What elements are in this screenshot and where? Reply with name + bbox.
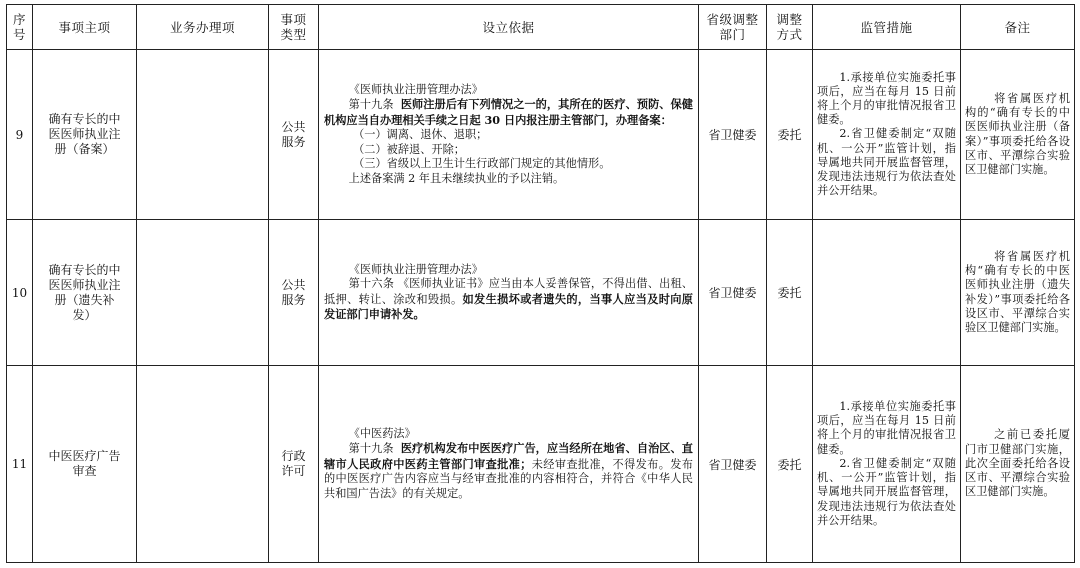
- row-supervision: [813, 366, 961, 563]
- basis-law-title: 《医师执业注册管理办法》: [348, 262, 483, 276]
- header-remarks: 备注: [961, 5, 1075, 50]
- basis-article: 第十九条 医师注册后有下列情况之一的，其所在的医疗、预防、保健机构应当自办理相关手续之日起 30 日内报注册主管部门，办理备案：: [324, 97, 693, 127]
- basis-article: 第十九条 医疗机构发布中医医疗广告，应当经所在地省、自治区、直辖市人民政府中医药主管部门审查批准；未经审查批准，不得发布。发布的中医医疗广告内容应当与经审查批准的内容相符合，并符合《中华人民共和国广告法》的有关规定。: [324, 441, 693, 500]
- row-basis: [319, 50, 699, 220]
- row-supervision: [813, 220, 961, 366]
- row-method: 委托: [767, 220, 813, 366]
- row-basis: [319, 220, 699, 366]
- row-business-item: [137, 220, 269, 366]
- basis-list-item: （一）调离、退休、退职；: [353, 128, 488, 142]
- supervision-item: 1.承接单位实施委托事项后，应当在每月 15 日前将上个月的审批情况报省卫健委。: [817, 400, 956, 456]
- row-method: 委托: [767, 366, 813, 563]
- supervision-item: 2.省卫健委制定“双随机、一公开”监管计划，指导属地共同开展监督管理，发现违法违规行为依法查处并公开结果。: [817, 456, 956, 527]
- table-row: [7, 220, 1075, 366]
- adjustment-table: [6, 4, 1075, 563]
- row-method: 委托: [767, 50, 813, 220]
- row-no: 11: [7, 366, 33, 563]
- row-supervision: [813, 50, 961, 220]
- row-remarks: 之前已委托厦门市卫健部门实施，此次全面委托给各设区市、平潭综合实验区卫健部门实施。: [961, 366, 1075, 563]
- row-no: 10: [7, 220, 33, 366]
- row-remarks: 将省属医疗机构的“确有专长的中医医师执业注册（备案）”事项委托给各设区市、平潭综合实验区卫健部门实施。: [961, 50, 1075, 220]
- header-dept: 省级调整部门: [699, 5, 767, 50]
- row-dept: 省卫健委: [699, 366, 767, 563]
- supervision-item: 1.承接单位实施委托事项后，应当在每月 15 日前将上个月的审批情况报省卫健委。: [817, 70, 956, 127]
- header-business-item: 业务办理项: [137, 5, 269, 50]
- row-basis: [319, 366, 699, 563]
- row-main-item: 中医医疗广告审查: [33, 366, 137, 563]
- basis-law-title: 《医师执业注册管理办法》: [348, 83, 483, 97]
- table-header-row: [7, 5, 1075, 50]
- table-row: [7, 366, 1075, 563]
- row-no: 9: [7, 50, 33, 220]
- row-item-type: 公共服务: [269, 50, 319, 220]
- row-item-type: 行政许可: [269, 366, 319, 563]
- row-business-item: [137, 366, 269, 563]
- basis-list-item: （三）省级以上卫生计生行政部门规定的其他情形。: [353, 157, 611, 171]
- row-item-type: 公共服务: [269, 220, 319, 366]
- header-method: 调整方式: [767, 5, 813, 50]
- header-item-type: 事项类型: [269, 5, 319, 50]
- row-dept: 省卫健委: [699, 50, 767, 220]
- supervision-item: 2.省卫健委制定“双随机、一公开”监管计划，指导属地共同开展监督管理，发现违法违规行为依法查处并公开结果。: [817, 127, 956, 198]
- basis-law-title: 《中医药法》: [348, 426, 416, 440]
- row-business-item: [137, 50, 269, 220]
- row-main-item: 确有专长的中医医师执业注册（备案）: [33, 50, 137, 220]
- basis-list-item: （二）被辞退、开除；: [353, 142, 465, 156]
- header-basis: 设立依据: [319, 5, 699, 50]
- header-supervision: 监管措施: [813, 5, 961, 50]
- table-row: [7, 50, 1075, 220]
- row-remarks: 将省属医疗机构“确有专长的中医医师执业注册（遗失补发）”事项委托给各设区市、平潭综合实验区卫健部门实施。: [961, 220, 1075, 366]
- header-main-item: 事项主项: [33, 5, 137, 50]
- row-main-item: 确有专长的中医医师执业注册（遗失补发）: [33, 220, 137, 366]
- row-dept: 省卫健委: [699, 220, 767, 366]
- basis-tail: 上述备案满 2 年且未继续执业的予以注销。: [348, 171, 565, 185]
- basis-article: 第十六条 《医师执业证书》应当由本人妥善保管，不得出借、出租、抵押、转让、涂改和毁损。如发生损坏或者遗失的，当事人应当及时向原发证部门申请补发。: [324, 277, 693, 321]
- header-no: 序号: [7, 5, 33, 50]
